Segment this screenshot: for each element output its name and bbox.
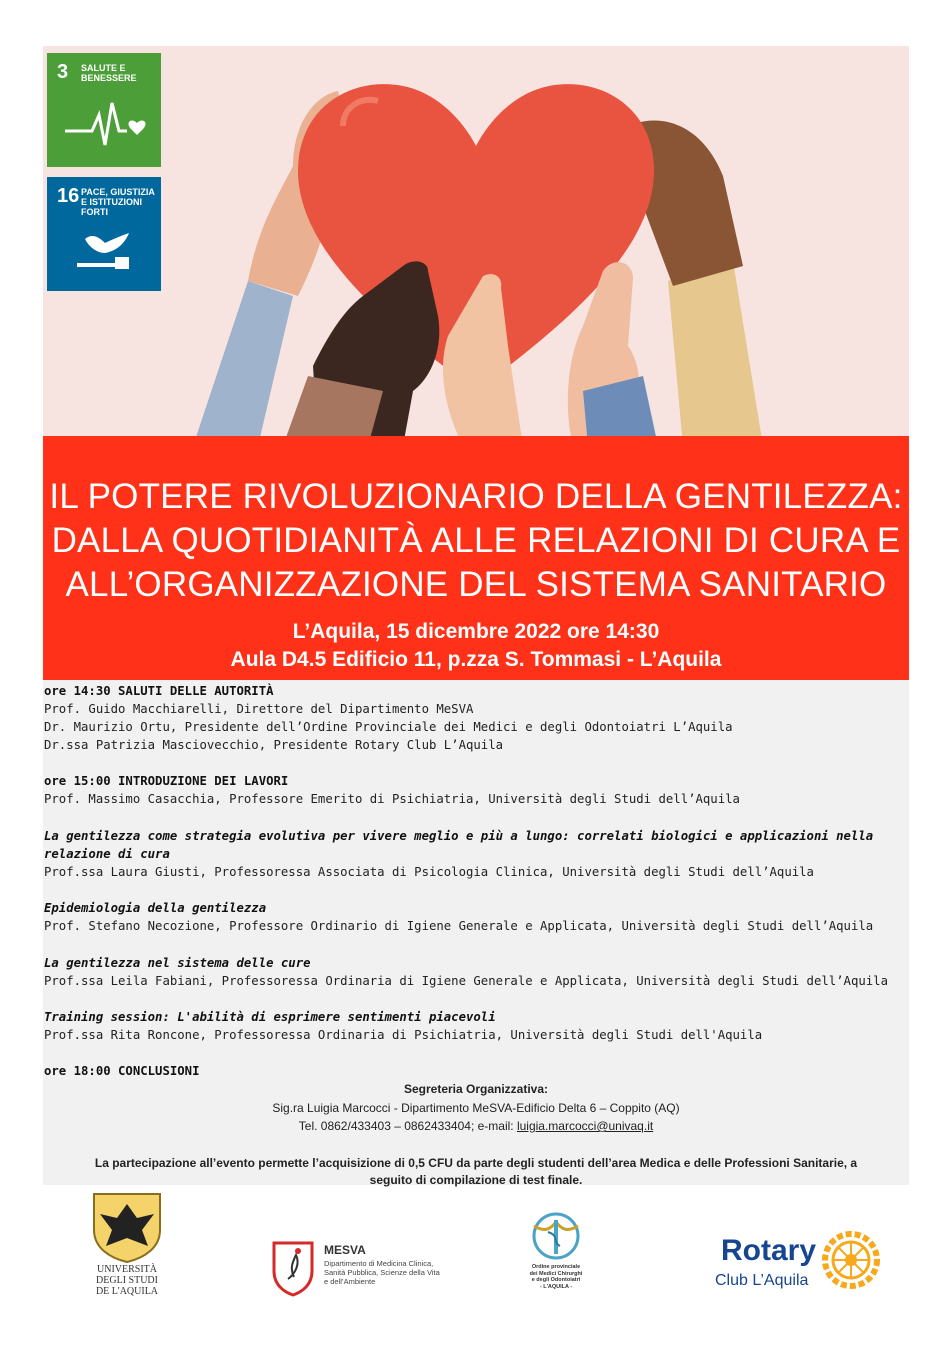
credits-note-line-2: seguito di compilazione di test finale. [369,1173,583,1187]
event-title-line-3: ALL’ORGANIZZAZIONE DEL SISTEMA SANITARIO [65,565,887,604]
speaker-line: Prof.ssa Rita Roncone, Professoressa Ordinaria di Psichiatria, Università degli Studi dell'Aquila [44,1028,763,1042]
sdg-goal-3-badge [47,53,161,167]
univaq-logo-line: UNIVERSITÀ [97,1264,157,1275]
mesva-name: MESVA [324,1243,366,1257]
credits-note-line-1: La partecipazione all’evento permette l’acquisizione di 0,5 CFU da parte degli studenti dell’area Medica e delle Professioni Sanitarie, a [94,1156,858,1170]
sdg-number: 16 [57,185,80,207]
event-title-line-2: DALLA QUOTIDIANITÀ ALLE RELAZIONI DI CURA E [51,521,901,560]
section-heading-conclusions: ore 18:00 CONCLUSIONI [44,1064,200,1078]
sdg-label: PACE, GIUSTIZIA E ISTITUZIONI FORTI [81,187,155,217]
sdg-number: 3 [57,61,69,83]
rotary-name: Rotary [721,1234,817,1267]
mesva-logo-line: Sanità Pubblica, Scienze della Vita [324,1268,440,1277]
caduceus-emblem-icon [520,1210,592,1262]
eagle-crest-icon [82,1190,172,1264]
sdg-label: SALUTE E BENESSERE [81,63,137,83]
ordine-medici-logo [520,1210,592,1300]
heartbeat-icon [47,53,161,167]
univaq-logo-line: DE L'AQUILA [95,1286,159,1297]
event-venue: Aula D4.5 Edificio 11, p.zza S. Tommasi - L’Aquila [230,648,722,671]
sdg-goal-16-badge [47,177,161,291]
talk-title: Epidemiologia della gentilezza [44,901,267,915]
talk-title: relazione di cura [44,847,170,861]
speaker-line: Prof.ssa Laura Giusti, Professoressa Associata di Psicologia Clinica, Università degli Studi dell’Aquila [44,865,814,879]
section-heading-greetings: ore 14:30 SALUTI DELLE AUTORITÀ [44,684,274,698]
mesva-logo-line: Dipartimento di Medicina Clinica, [324,1259,434,1268]
secretariat-email-link[interactable]: luigia.marcocci@univaq.it [516,1119,654,1133]
dove-gavel-icon [47,177,161,291]
section-heading-introduction: ore 15:00 INTRODUZIONE DEI LAVORI [44,774,289,788]
talk-title: La gentilezza come strategia evolutiva per vivere meglio e più a lungo: correlati biologici e applicazioni nella [44,829,874,843]
event-title-line-1: IL POTERE RIVOLUZIONARIO DELLA GENTILEZZA: [49,477,903,516]
talk-title: La gentilezza nel sistema delle cure [44,956,311,970]
secretariat-heading: Segreteria Organizzativa: [403,1082,549,1096]
speaker-line: Prof.ssa Leila Fabiani, Professoressa Ordinaria di Igiene Generale e Applicata, Università degli Studi dell’Aquila [44,974,888,988]
speaker-line: Dr. Maurizio Ortu, Presidente dell’Ordine Provinciale dei Medici e degli Odontoiatri L’Aquila [44,720,733,734]
speaker-line: Dr.ssa Patrizia Masciovecchio, Presidente Rotary Club L’Aquila [44,738,504,752]
title-banner [43,436,909,680]
secretariat-contact [43,1118,909,1134]
speaker-line: Prof. Guido Macchiarelli, Direttore del Dipartimento MeSVA [44,702,474,716]
mesva-logo-line: e dell’Ambiente [324,1277,376,1286]
ordine-logo-line: dei Medici Chirurghi [529,1270,583,1277]
rotary-club-name: Club L’Aquila [715,1272,809,1289]
rotary-wheel-icon [821,1230,881,1290]
ordine-logo-line: Ordine provinciale [531,1264,581,1270]
mesva-logo [270,1237,460,1299]
secretariat-address: Sig.ra Luigia Marcocci - Dipartimento MeSVA-Edificio Delta 6 – Coppito (AQ) [272,1101,680,1115]
secretariat-phone: Tel. 0862/433403 – 0862433404; e-mail: [298,1119,517,1133]
univaq-logo-line: DEGLI STUDI [96,1275,158,1286]
talk-title: Training session: L'abilità di esprimere sentimenti piacevoli [44,1010,496,1024]
univaq-logo [82,1190,172,1300]
hands-holding-heart-illustration [43,46,909,436]
rotary-logo [715,1228,885,1298]
mesva-shield-icon [270,1237,316,1297]
speaker-line: Prof. Stefano Necozione, Professore Ordinario di Igiene Generale e Applicata, Università degli Studi dell’Aquila [44,919,874,933]
event-date: L’Aquila, 15 dicembre 2022 ore 14:30 [292,620,660,643]
ordine-logo-line: - L'AQUILA - [539,1283,573,1290]
speaker-line: Prof. Massimo Casacchia, Professore Emerito di Psichiatria, Università degli Studi dell’Aquila [44,792,740,806]
hero-image-hands-heart [43,46,909,436]
ordine-logo-line: e degli Odontoiatri [531,1277,581,1283]
